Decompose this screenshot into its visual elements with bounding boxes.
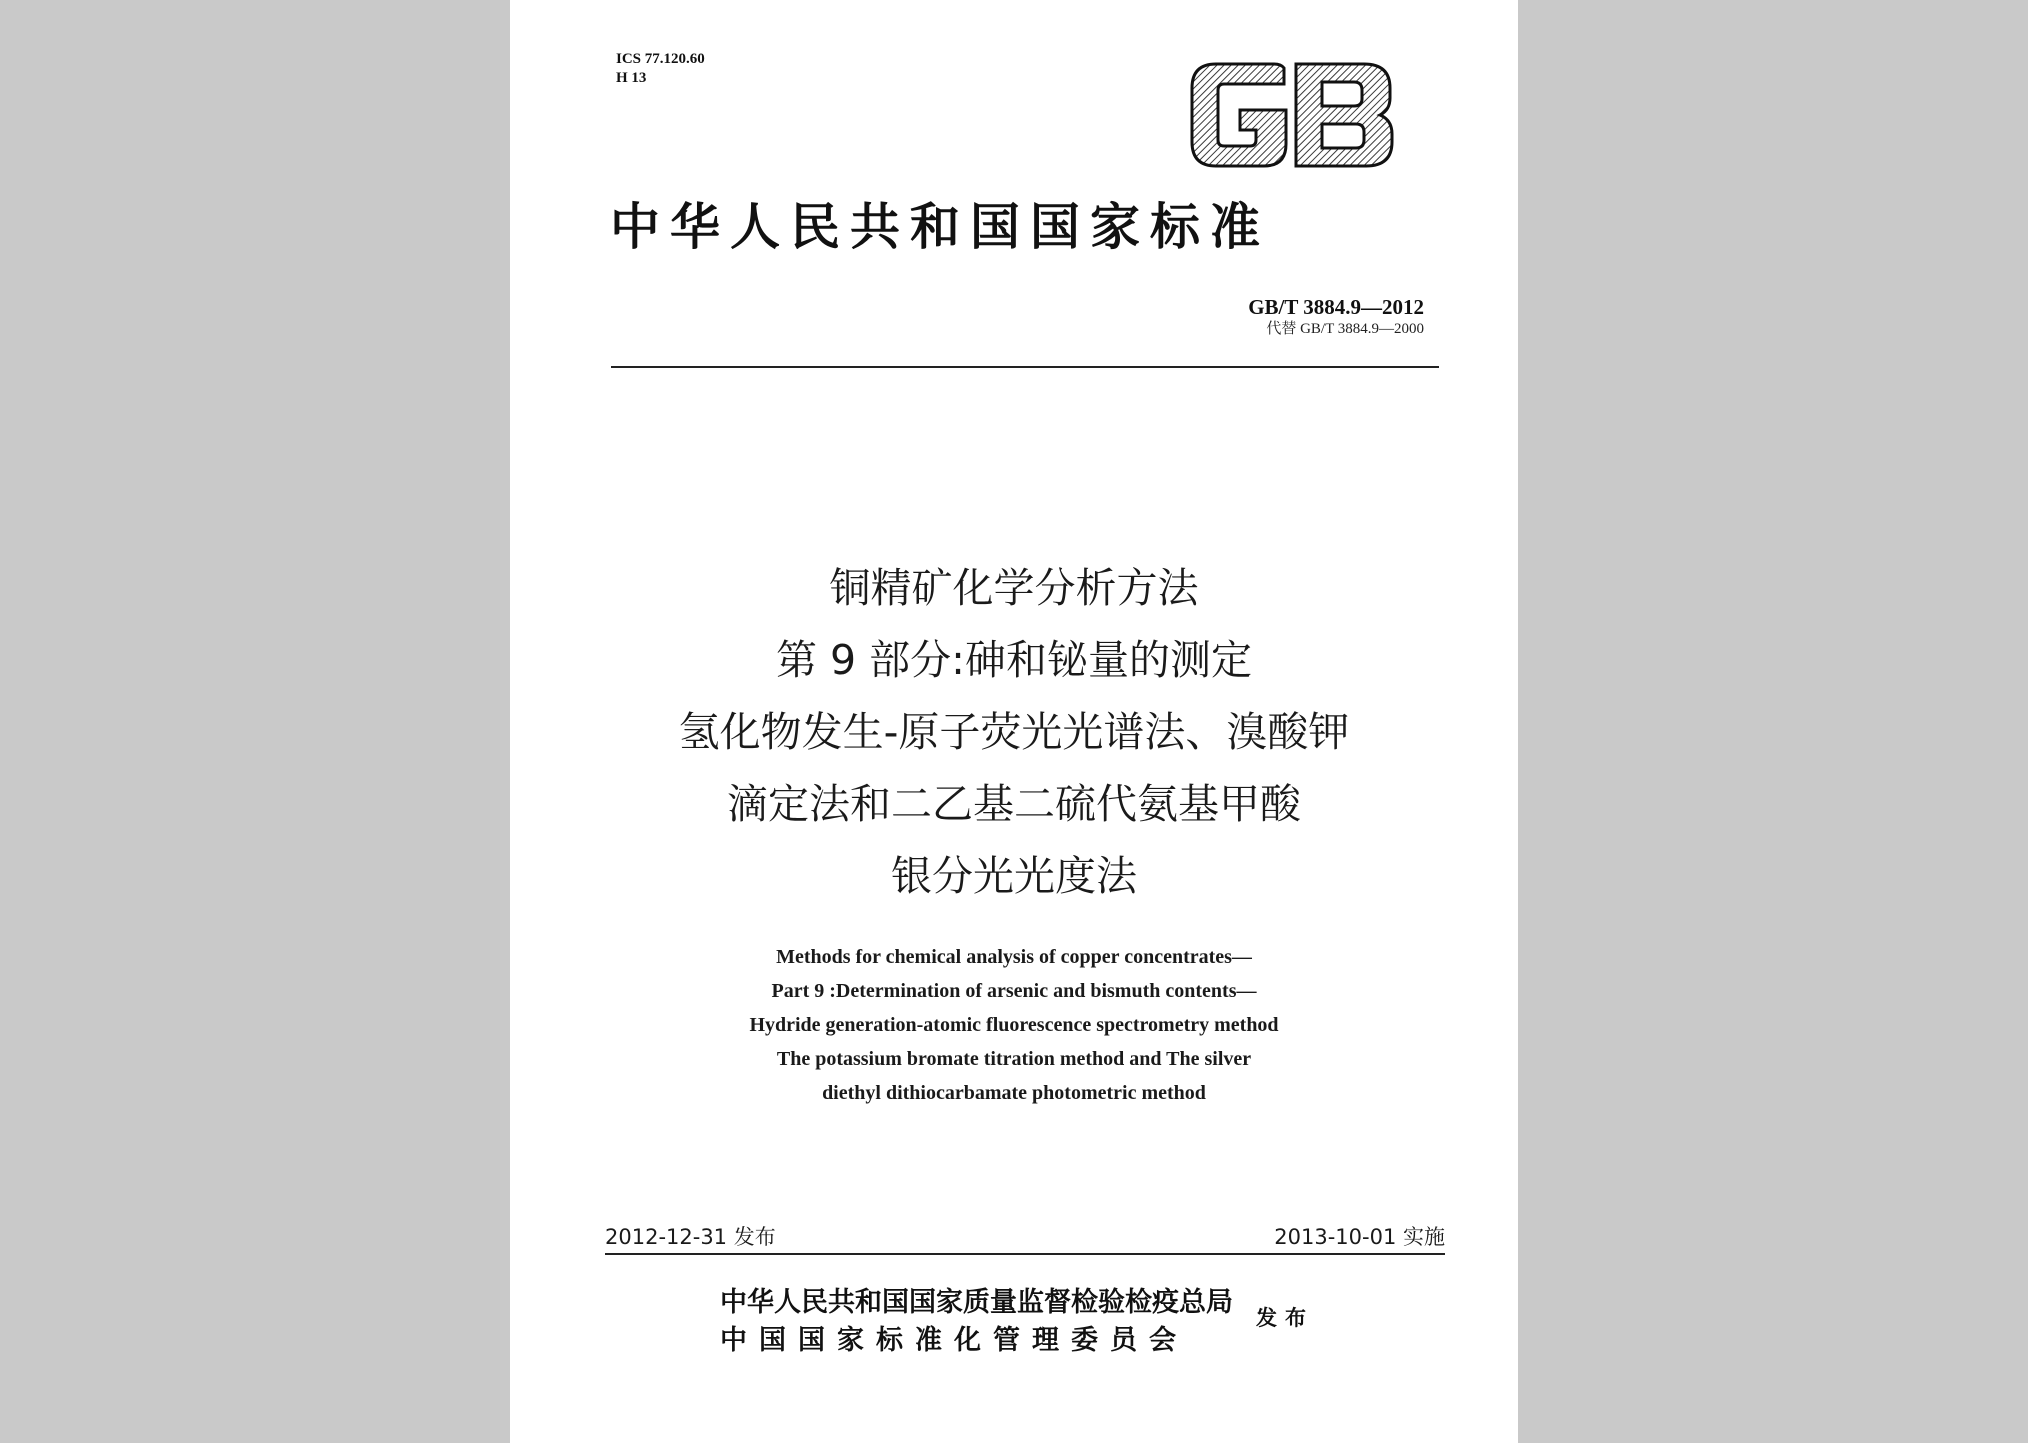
replaces-standard: 代替 GB/T 3884.9—2000 xyxy=(1266,321,1424,337)
national-standard-title: 中华人民共和国国家标准 xyxy=(610,197,1270,256)
chinese-title-line: 第 9 部分:砷和铋量的测定 xyxy=(776,636,1252,684)
dates-row xyxy=(605,1222,1445,1252)
issuing-authorities xyxy=(720,1284,1233,1360)
english-title-line: Part 9 :Determination of arsenic and bismuth contents— xyxy=(771,980,1257,1002)
chinese-title-line: 氢化物发生-原子荧光光谱法、溴酸钾 xyxy=(678,708,1350,756)
document-page xyxy=(510,0,1518,1443)
standard-number: GB/T 3884.9—2012 xyxy=(1248,295,1424,319)
english-title-line: Methods for chemical analysis of copper concentrates— xyxy=(776,946,1252,968)
classification-codes xyxy=(616,50,705,88)
chinese-title-line: 铜精矿化学分析方法 xyxy=(829,564,1199,612)
ics-code: ICS 77.120.60 xyxy=(616,51,705,67)
english-title-line: The potassium bromate titration method and The silver xyxy=(776,1048,1252,1070)
header-divider xyxy=(611,366,1439,368)
issuer-aqsiq: 中华人民共和国国家质量监督检验检疫总局 xyxy=(720,1287,1233,1318)
chinese-title-line: 银分光光度法 xyxy=(891,852,1137,900)
effective-date: 2013-10-01 实施 xyxy=(1274,1225,1445,1249)
footer-divider xyxy=(605,1253,1445,1255)
issue-date: 2012-12-31 发布 xyxy=(605,1225,776,1249)
gb-logo xyxy=(1186,60,1398,170)
english-title-line: Hydride generation-atomic fluorescence spectrometry method xyxy=(749,1014,1279,1036)
issuer-sac: 中国国家标准化管理委员会 xyxy=(720,1325,1188,1356)
standard-number-block xyxy=(1248,294,1424,339)
chinese-title-line: 滴定法和二乙基二硫代氨基甲酸 xyxy=(727,780,1301,828)
english-title xyxy=(510,940,1518,1110)
english-title-line: diethyl dithiocarbamate photometric method xyxy=(822,1082,1206,1104)
ccs-code: H 13 xyxy=(616,70,647,86)
chinese-title xyxy=(510,552,1518,912)
publish-label: 发布 xyxy=(1256,1305,1314,1330)
